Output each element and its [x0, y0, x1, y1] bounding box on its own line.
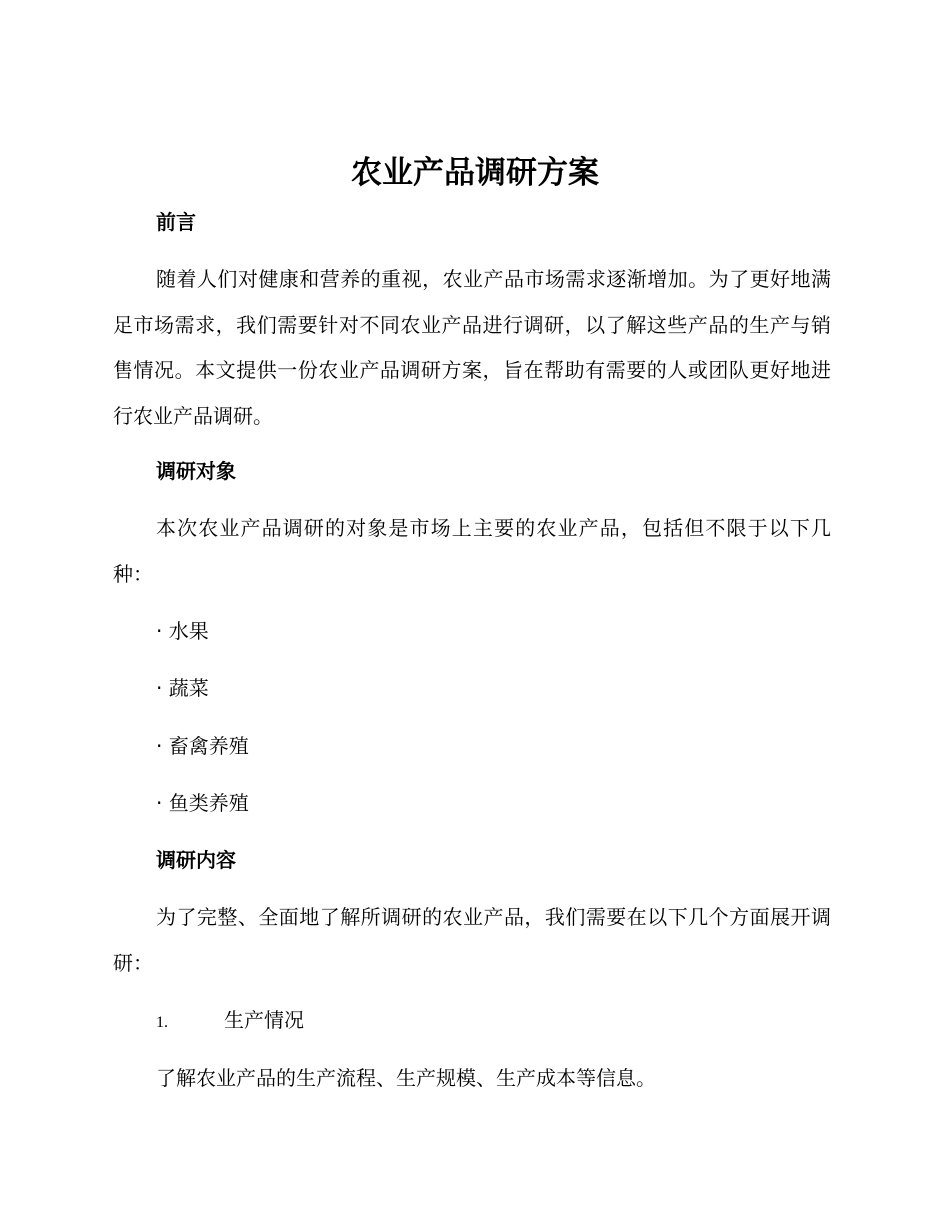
list-item-fish: · 鱼类养殖: [156, 791, 249, 815]
paragraph-preface: 随着人们对健康和营养的重视，农业产品市场需求逐渐增加。为了更好地满足市场需求，我们需要针对不同农业产品进行调研，以了解这些产品的生产与销售情况。本文提供一份农业产品调研方案，旨在帮助有需要的人或团队更好地进行农业产品调研。: [113, 267, 831, 428]
paragraph-production-desc: 了解农业产品的生产流程、生产规模、生产成本等信息。: [156, 1066, 656, 1090]
section-heading-objects: 调研对象: [156, 459, 236, 483]
paragraph-objects: 本次农业产品调研的对象是市场上主要的农业产品，包括但不限于以下几种：: [113, 516, 831, 586]
list-item-fruit: · 水果: [156, 619, 209, 643]
list-item-vegetables: · 蔬菜: [156, 676, 209, 700]
item-number: 1.: [156, 1014, 168, 1031]
section-heading-content: 调研内容: [156, 848, 236, 872]
list-item-livestock: · 畜禽养殖: [156, 734, 249, 758]
item-label: 生产情况: [224, 1008, 304, 1032]
document-title: 农业产品调研方案: [351, 155, 599, 191]
numbered-item-production: [156, 1005, 304, 1038]
section-heading-preface: 前言: [156, 210, 196, 234]
paragraph-content: 为了完整、全面地了解所调研的农业产品，我们需要在以下几个方面展开调研：: [113, 905, 831, 975]
